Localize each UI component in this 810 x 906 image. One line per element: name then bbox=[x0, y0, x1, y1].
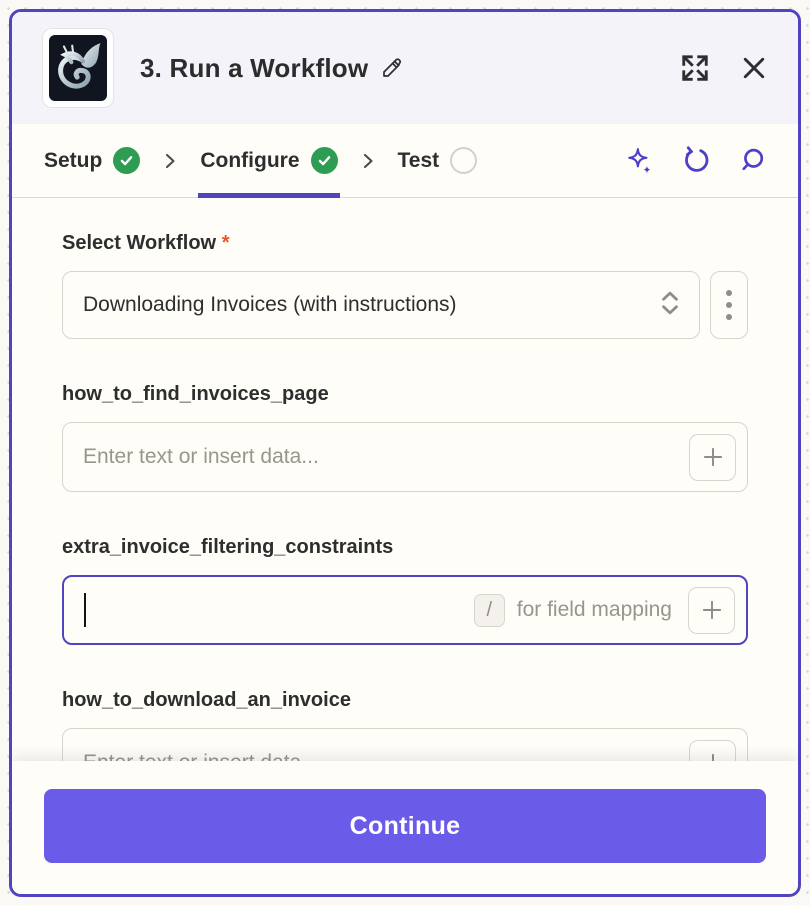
tab-setup[interactable] bbox=[44, 124, 140, 197]
tab-setup-label: Setup bbox=[44, 148, 103, 172]
insert-data-plus-icon[interactable] bbox=[689, 434, 736, 481]
progress-tabbar bbox=[12, 124, 798, 198]
insert-data-plus-icon[interactable] bbox=[688, 587, 735, 634]
search-icon[interactable] bbox=[738, 147, 766, 175]
slash-key-badge: / bbox=[474, 594, 505, 627]
chevron-right-icon bbox=[162, 124, 178, 197]
tab-test-label: Test bbox=[397, 148, 440, 172]
extra-invoice-filtering-constraints-input-box[interactable] bbox=[62, 575, 748, 645]
tab-test[interactable] bbox=[398, 124, 478, 197]
test-pending-circle-icon bbox=[450, 147, 477, 174]
configure-form bbox=[12, 198, 798, 761]
step-title: 3. Run a Workflow bbox=[140, 52, 369, 83]
select-workflow-row bbox=[62, 271, 748, 339]
workflow-options-kebab-icon[interactable] bbox=[710, 271, 748, 339]
field-how-to-download-an-invoice bbox=[62, 689, 748, 761]
how-to-find-invoices-page-input-box bbox=[62, 422, 748, 492]
how-to-download-an-invoice-input-box bbox=[62, 728, 748, 761]
ai-sparkles-icon[interactable] bbox=[625, 146, 655, 176]
tab-toolbar bbox=[625, 124, 766, 197]
required-asterisk: * bbox=[221, 232, 230, 254]
select-workflow-label bbox=[62, 232, 748, 255]
dragon-icon bbox=[53, 39, 103, 97]
tab-configure-label: Configure bbox=[200, 148, 300, 172]
step-editor-panel bbox=[9, 9, 801, 897]
header-actions bbox=[680, 53, 768, 83]
tab-configure[interactable] bbox=[200, 124, 337, 197]
app-icon-card bbox=[42, 28, 114, 108]
expand-icon[interactable] bbox=[680, 53, 710, 83]
workflow-select-dropdown[interactable] bbox=[62, 271, 700, 339]
workflow-selected-value: Downloading Invoices (with instructions) bbox=[83, 293, 457, 316]
field-label: how_to_find_invoices_page bbox=[62, 383, 329, 405]
field-label: extra_invoice_filtering_constraints bbox=[62, 536, 394, 558]
field-extra-invoice-filtering-constraints bbox=[62, 536, 748, 645]
select-workflow-label-text: Select Workflow bbox=[62, 232, 217, 254]
configure-complete-check-icon bbox=[311, 147, 338, 174]
panel-footer bbox=[12, 761, 798, 894]
refresh-icon[interactable] bbox=[682, 146, 711, 175]
chevron-right-icon bbox=[360, 124, 376, 197]
continue-button[interactable]: Continue bbox=[44, 789, 766, 863]
edit-title-pencil-icon[interactable] bbox=[380, 56, 404, 80]
field-mapping-hint: for field mapping bbox=[516, 598, 672, 621]
insert-data-plus-icon[interactable] bbox=[689, 740, 736, 762]
field-label: how_to_download_an_invoice bbox=[62, 689, 351, 711]
step-title-row bbox=[140, 53, 404, 84]
how-to-download-an-invoice-input[interactable] bbox=[83, 751, 689, 761]
text-cursor bbox=[84, 593, 86, 627]
close-icon[interactable] bbox=[740, 54, 768, 82]
field-how-to-find-invoices-page bbox=[62, 383, 748, 492]
panel-header bbox=[12, 12, 798, 124]
setup-complete-check-icon bbox=[113, 147, 140, 174]
how-to-find-invoices-page-input[interactable] bbox=[83, 445, 689, 469]
chevron-up-down-icon bbox=[659, 289, 681, 322]
dragon-app-icon bbox=[49, 35, 107, 101]
